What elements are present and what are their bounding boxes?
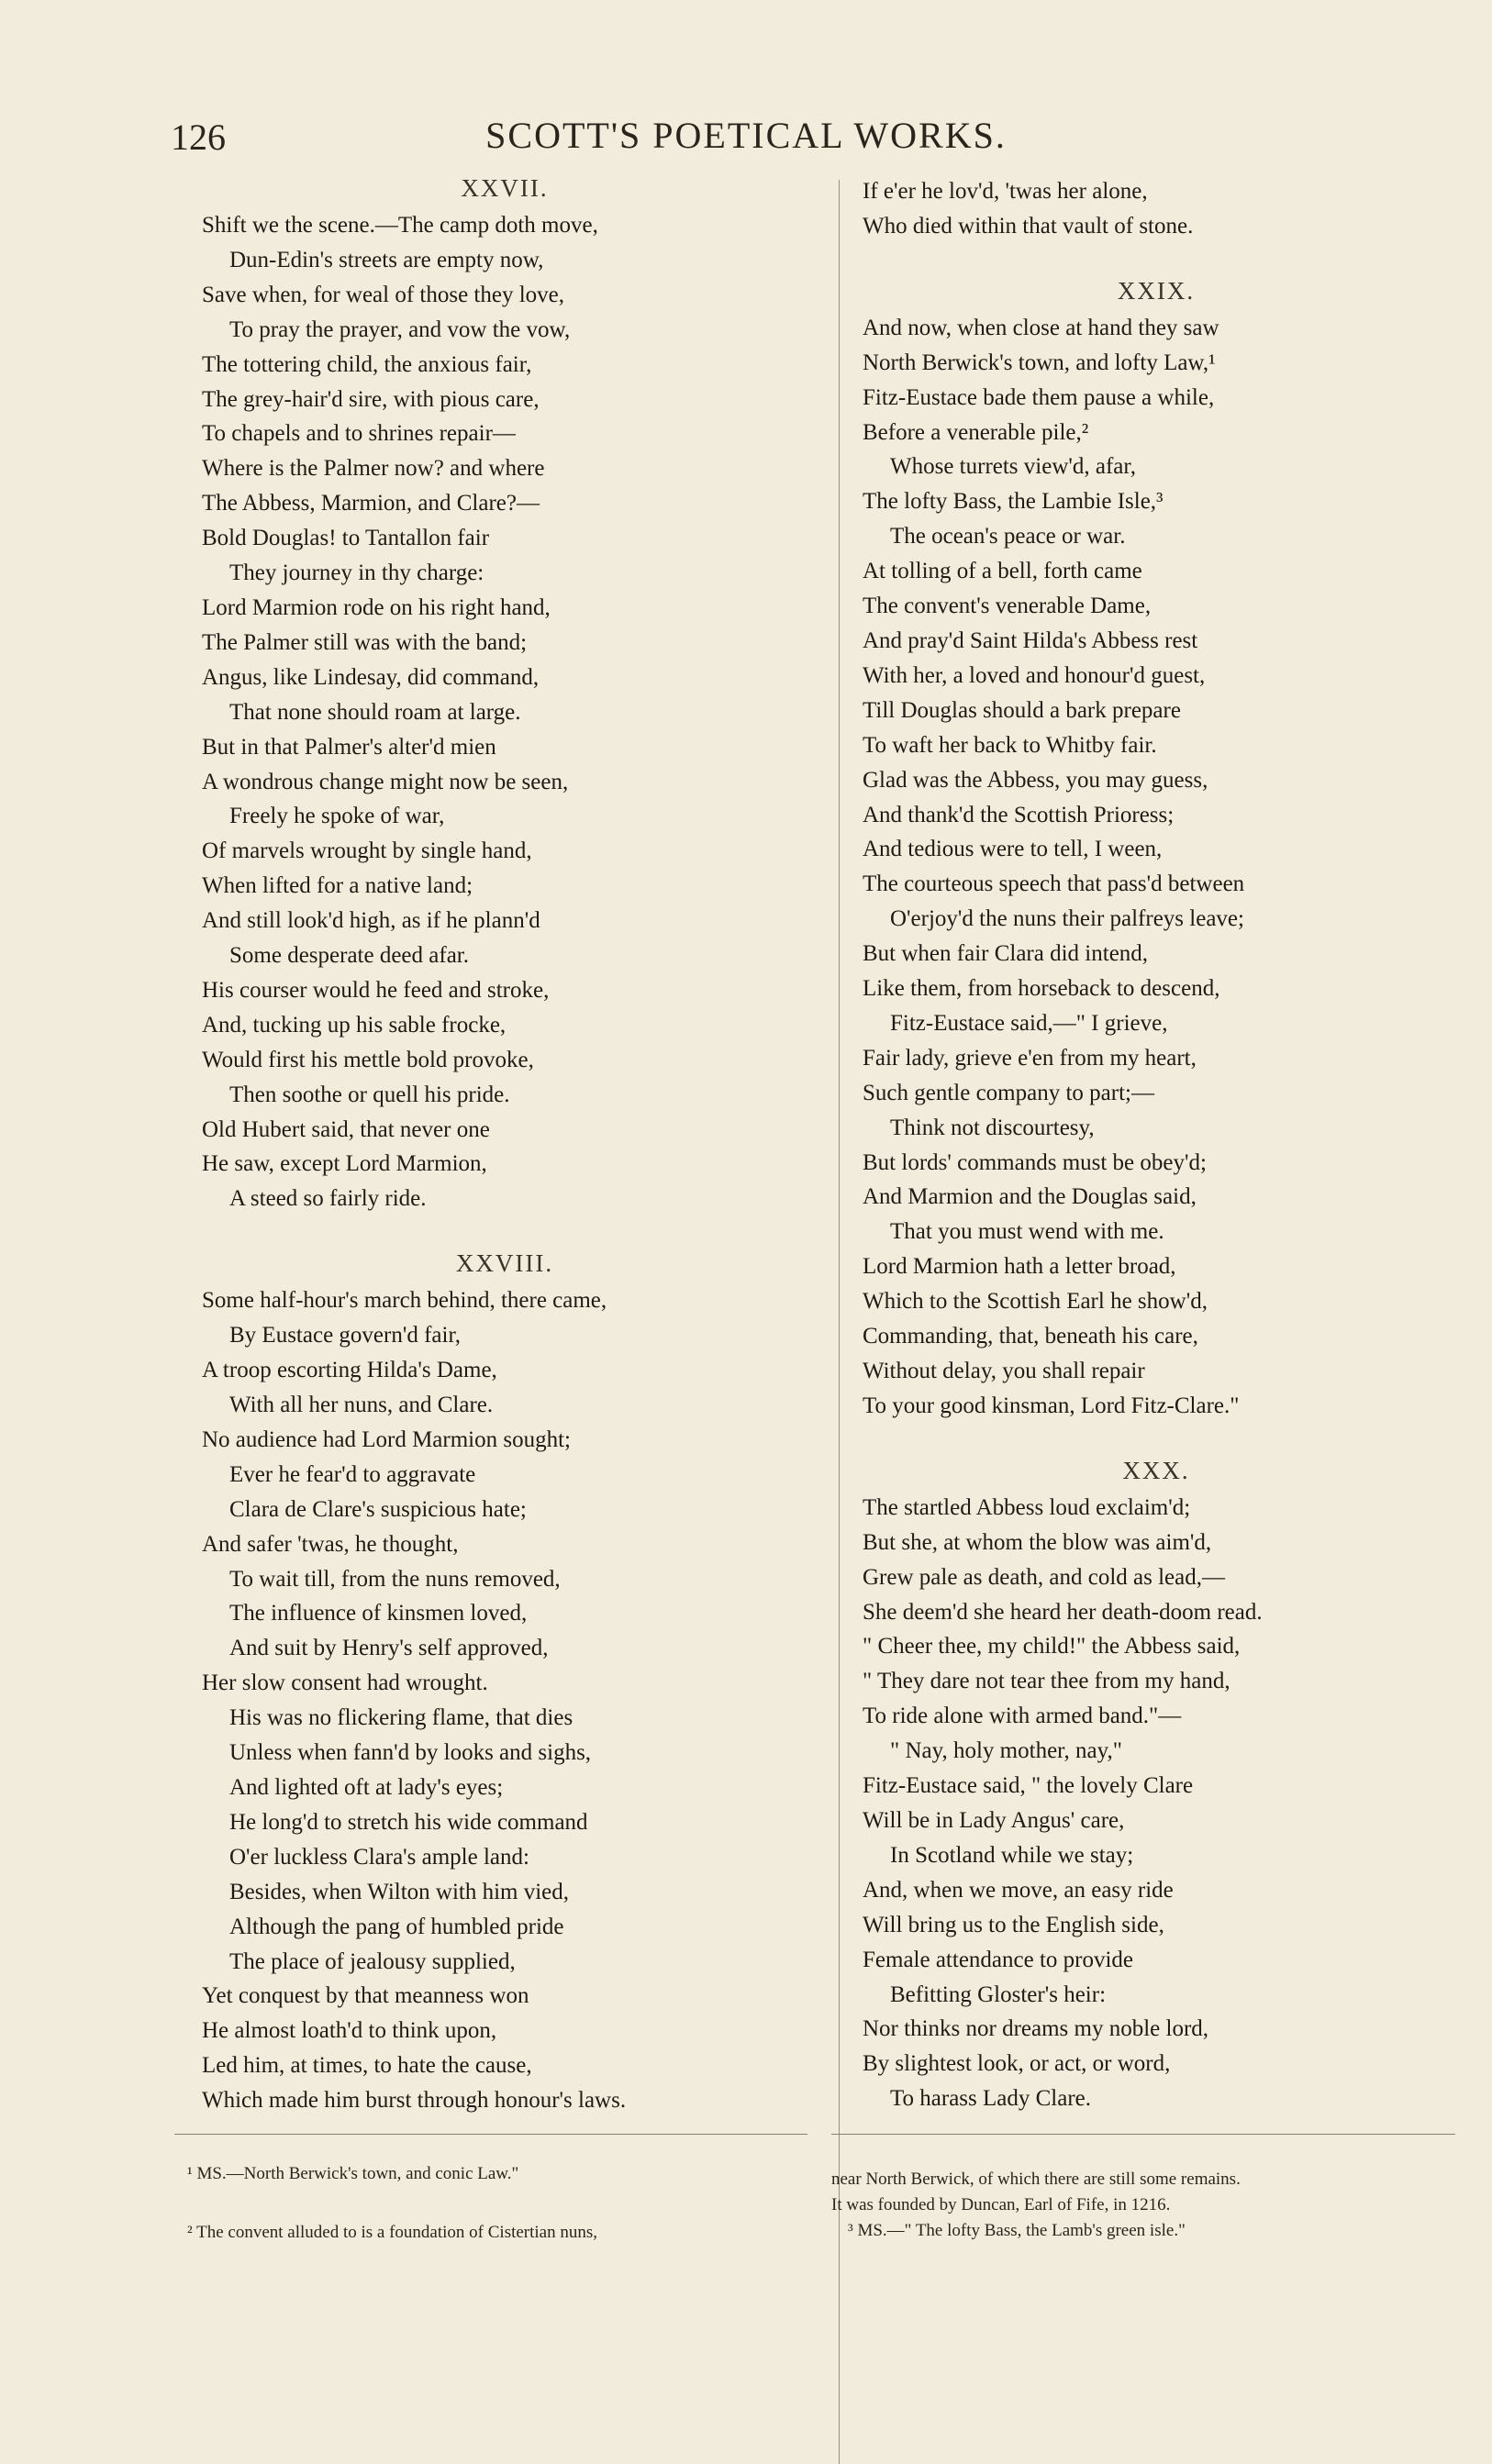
verse-line: A steed so fairly ride. <box>229 1186 427 1212</box>
verse-line: Freely he spoke of war, <box>229 804 445 829</box>
footnote-rule-left <box>174 2134 807 2135</box>
right-column <box>863 174 1450 2116</box>
verse-line: Will be in Lady Angus' care, <box>863 1807 1125 1833</box>
verse-line: The grey-hair'd sire, with pious care, <box>202 386 540 412</box>
verse-line: Fitz-Eustace said, " the lovely Clare <box>863 1773 1194 1799</box>
verse-line: Would first his mettle bold provoke, <box>202 1047 534 1072</box>
verse-line: That you must wend with me. <box>890 1219 1164 1245</box>
verse-line: Like them, from horseback to descend, <box>863 976 1220 1002</box>
verse-line: Grew pale as death, and cold as lead,— <box>863 1564 1225 1590</box>
verse-line: Lord Marmion rode on his right hand, <box>202 594 551 620</box>
verse-line: Fitz-Eustace bade them pause a while, <box>863 384 1215 410</box>
verse-line: Some desperate deed afar. <box>229 943 469 969</box>
verse-line: The courteous speech that pass'd between <box>863 871 1245 897</box>
verse-line: The Palmer still was with the band; <box>202 629 528 655</box>
verse-line: Some half-hour's march behind, there came, <box>202 1288 607 1314</box>
verse-line: O'er luckless Clara's ample land: <box>229 1844 529 1870</box>
verse-line: The place of jealousy supplied, <box>229 1948 516 1974</box>
verse-line: And, when we move, an easy ride <box>863 1877 1174 1903</box>
verse-line: Who died within that vault of stone. <box>863 213 1194 239</box>
verse-line: Glad was the Abbess, you may guess, <box>863 767 1208 793</box>
verse-line: Dun-Edin's streets are empty now, <box>229 247 544 272</box>
left-column <box>202 174 807 2118</box>
verse-line: But in that Palmer's alter'd mien <box>202 734 496 760</box>
verse-line: Without delay, you shall repair <box>863 1359 1145 1383</box>
verse-line: Led him, at times, to hate the cause, <box>202 2053 532 2079</box>
verse-line: To pray the prayer, and vow the vow, <box>229 316 571 342</box>
verse-line: Ever he fear'd to aggravate <box>229 1461 476 1487</box>
verse-line: Befitting Gloster's heir: <box>890 1981 1107 2007</box>
verse-line: Angus, like Lindesay, did command, <box>202 664 540 690</box>
verse-line: At tolling of a bell, forth came <box>863 559 1142 584</box>
verse-line: The influence of kinsmen loved, <box>229 1601 528 1626</box>
verse-line: Commanding, that, beneath his care, <box>863 1324 1198 1349</box>
verse-line: His was no flickering flame, that dies <box>229 1705 573 1731</box>
verse-line: Besides, when Wilton with him vied, <box>229 1879 570 1904</box>
verse-line: To chapels and to shrines repair— <box>202 421 516 447</box>
verse-line: Yet conquest by that meanness won <box>202 1983 529 2009</box>
verse-line: Save when, for weal of those they love, <box>202 282 565 307</box>
footnote-right-2: It was founded by Duncan, Earl of Fife, in 1216. <box>831 2195 1171 2214</box>
verse-line: And Marmion and the Douglas said, <box>863 1184 1197 1210</box>
verse-line: Where is the Palmer now? and where <box>202 456 545 482</box>
verse-line: The tottering child, the anxious fair, <box>202 351 532 377</box>
footnote-left-1: ¹ MS.—North Berwick's town, and conic Law." <box>187 2164 519 2183</box>
verse-line: But she, at whom the blow was aim'd, <box>863 1529 1212 1555</box>
verse-line: And pray'd Saint Hilda's Abbess rest <box>863 627 1198 653</box>
verse-line: Clara de Clare's suspicious hate; <box>229 1496 527 1522</box>
verse-line: With all her nuns, and Clare. <box>229 1393 494 1417</box>
stanza-gap <box>863 1424 1450 1457</box>
verse-line: Old Hubert said, that never one <box>202 1116 490 1142</box>
verse-line: To ride alone with armed band."— <box>863 1704 1182 1729</box>
running-header: SCOTT'S POETICAL WORKS. <box>485 115 1007 156</box>
verse-line: The startled Abbess loud exclaim'd; <box>863 1494 1191 1520</box>
stanza-heading: XXX. <box>1122 1456 1190 1484</box>
verse-line: The lofty Bass, the Lambie Isle,³ <box>863 489 1164 515</box>
verse-line: And, tucking up his sable frocke, <box>202 1012 507 1038</box>
verse-line: Then soothe or quell his pride. <box>229 1082 510 1107</box>
verse-line: Bold Douglas! to Tantallon fair <box>202 526 490 551</box>
verse-line: Although the pang of humbled pride <box>229 1914 564 1939</box>
stanza-heading: XXIX. <box>1117 276 1196 305</box>
verse-line: Till Douglas should a bark prepare <box>863 697 1181 723</box>
verse-line: The convent's venerable Dame, <box>863 594 1152 619</box>
verse-line: To waft her back to Whitby fair. <box>863 732 1157 758</box>
verse-line: O'erjoy'd the nuns their palfreys leave; <box>890 906 1244 932</box>
page-number: 126 <box>171 117 226 158</box>
verse-line: Whose turrets view'd, afar, <box>890 454 1136 480</box>
footnote-rule-right <box>831 2134 1455 2135</box>
verse-line: They journey in thy charge: <box>229 561 484 586</box>
verse-line: And safer 'twas, he thought, <box>202 1531 459 1557</box>
verse-line: Will bring us to the English side, <box>863 1912 1164 1937</box>
verse-line: A troop escorting Hilda's Dame, <box>202 1358 497 1383</box>
verse-line: He saw, except Lord Marmion, <box>202 1151 487 1177</box>
verse-line: By slightest look, or act, or word, <box>863 2051 1171 2077</box>
verse-line: A wondrous change might now be seen, <box>202 769 569 794</box>
verse-line: If e'er he lov'd, 'twas her alone, <box>863 179 1148 204</box>
verse-line: The ocean's peace or war. <box>890 524 1126 549</box>
verse-line: Fitz-Eustace said,—" I grieve, <box>890 1010 1168 1036</box>
footnote-right-3: ³ MS.—" The lofty Bass, the Lamb's green isle." <box>848 2221 1186 2240</box>
verse-line: That none should roam at large. <box>229 699 521 725</box>
verse-line: Before a venerable pile,² <box>863 419 1089 445</box>
verse-line: By Eustace govern'd fair, <box>229 1323 462 1349</box>
footnote-right-1: near North Berwick, of which there are still some remains. <box>831 2170 1241 2189</box>
verse-line: " They dare not tear thee from my hand, <box>863 1669 1230 1694</box>
verse-line: And now, when close at hand they saw <box>863 315 1219 340</box>
verse-line: He long'd to stretch his wide command <box>229 1809 588 1835</box>
verse-line: He almost loath'd to think upon, <box>202 2018 497 2044</box>
verse-line: The Abbess, Marmion, and Clare?— <box>202 491 540 516</box>
verse-line: And suit by Henry's self approved, <box>229 1636 549 1661</box>
verse-line: Fair lady, grieve e'en from my heart, <box>863 1045 1197 1071</box>
verse-line: Nor thinks nor dreams my noble lord, <box>863 2016 1209 2042</box>
column-divider <box>839 180 840 2464</box>
verse-line: Think not discourtesy, <box>890 1115 1095 1140</box>
verse-line: Shift we the scene.—The camp doth move, <box>202 213 598 238</box>
verse-line: " Cheer thee, my child!" the Abbess said, <box>863 1634 1241 1659</box>
verse-line: But lords' commands must be obey'd; <box>863 1149 1207 1175</box>
verse-line: And thank'd the Scottish Prioress; <box>863 802 1175 827</box>
verse-line: Which to the Scottish Earl he show'd, <box>863 1289 1208 1315</box>
verse-line: Such gentle company to part;— <box>863 1080 1154 1105</box>
verse-line: When lifted for a native land; <box>202 873 473 899</box>
footnote-left-2: ² The convent alluded to is a foundation of Cistertian nuns, <box>187 2223 598 2242</box>
verse-line: Unless when fann'd by looks and sighs, <box>229 1740 592 1766</box>
stanza-gap <box>202 1216 807 1249</box>
verse-line: Her slow consent had wrought. <box>202 1670 488 1696</box>
verse-line: She deem'd she heard her death-doom read. <box>863 1599 1263 1625</box>
verse-line: With her, a loved and honour'd guest, <box>863 662 1206 688</box>
verse-line: To wait till, from the nuns removed, <box>229 1566 561 1592</box>
stanza-heading: XXVII. <box>461 174 549 202</box>
verse-line: No audience had Lord Marmion sought; <box>202 1426 571 1452</box>
verse-line: Which made him burst through honour's laws. <box>202 2088 627 2114</box>
verse-line: Lord Marmion hath a letter broad, <box>863 1254 1176 1280</box>
verse-line: But when fair Clara did intend, <box>863 941 1149 967</box>
verse-line: His courser would he feed and stroke, <box>202 977 550 1003</box>
verse-line: And lighted oft at lady's eyes; <box>229 1774 504 1800</box>
verse-line: In Scotland while we stay; <box>890 1842 1134 1868</box>
verse-line: To your good kinsman, Lord Fitz-Clare." <box>863 1393 1240 1418</box>
verse-line: And still look'd high, as if he plann'd <box>202 908 540 934</box>
verse-line: And tedious were to tell, I ween, <box>863 837 1163 862</box>
verse-line: " Nay, holy mother, nay," <box>890 1738 1122 1764</box>
verse-line: North Berwick's town, and lofty Law,¹ <box>863 350 1216 375</box>
verse-line: Female attendance to provide <box>863 1947 1134 1972</box>
verse-line: Of marvels wrought by single hand, <box>202 838 532 864</box>
stanza-gap <box>863 244 1450 277</box>
stanza-heading: XXVIII. <box>455 1249 554 1278</box>
verse-line: To harass Lady Clare. <box>890 2086 1092 2112</box>
